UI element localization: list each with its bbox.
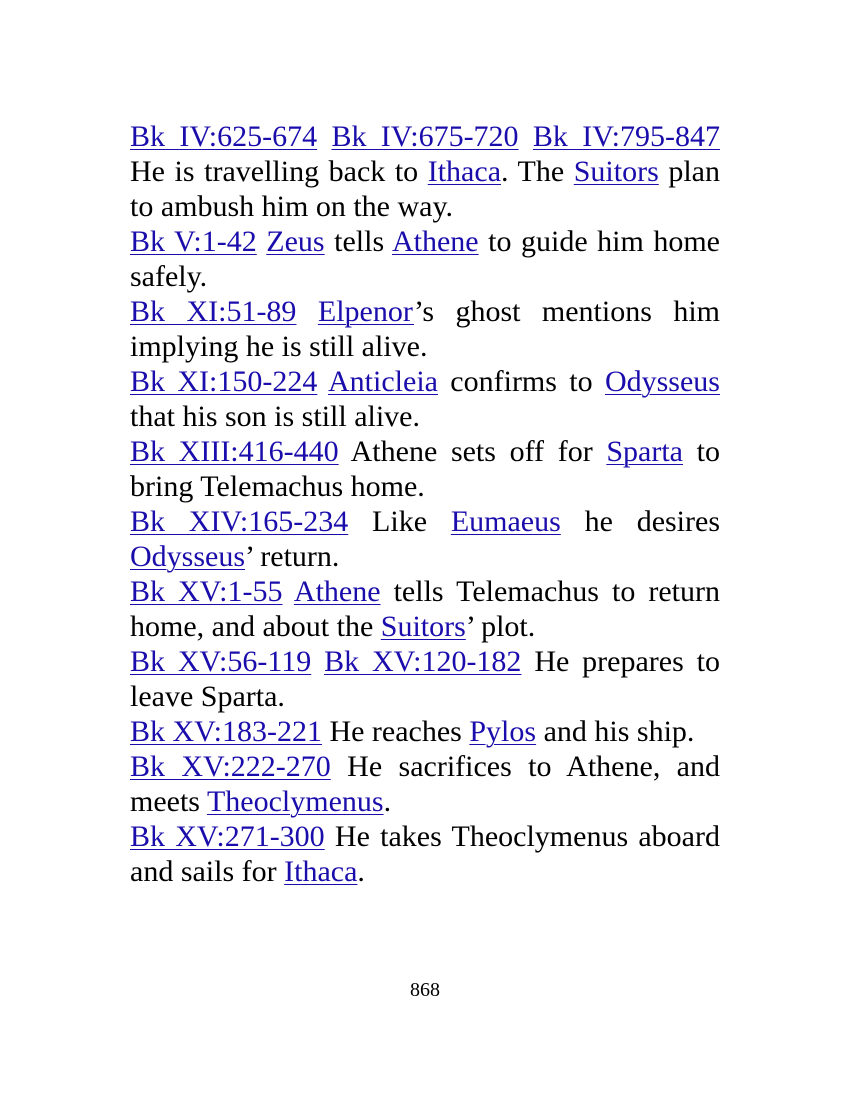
entry-text: . [357, 855, 365, 888]
entry-text: . The [501, 155, 574, 188]
entry-paragraph [130, 224, 720, 294]
entry-paragraph [130, 819, 720, 889]
entry-text [317, 365, 328, 398]
entry-text: and his ship. [536, 715, 695, 748]
entry-paragraph [130, 504, 720, 574]
entry-text: plan to ambush him on the way. [130, 155, 720, 223]
link-pylos[interactable]: Pylos [469, 715, 537, 748]
entry-text: confirms to [437, 365, 605, 398]
link-suitors[interactable]: Suitors [380, 610, 466, 643]
entry-paragraph [130, 364, 720, 434]
entry-paragraph [130, 644, 720, 714]
link-athene[interactable]: Athene [391, 225, 479, 258]
link-theoclymenus[interactable]: Theoclymenus [206, 785, 384, 818]
entry-text: to bring Telemachus home. [130, 435, 720, 503]
link-sparta[interactable]: Sparta [606, 435, 683, 468]
entry-text [283, 575, 294, 608]
link-bk-xv-120-182[interactable]: Bk XV:120-182 [324, 645, 522, 678]
link-bk-xv-271-300[interactable]: Bk XV:271-300 [130, 820, 325, 853]
link-odysseus[interactable]: Odysseus [604, 365, 720, 398]
document-body [130, 119, 720, 889]
link-bk-xv-56-119[interactable]: Bk XV:56-119 [130, 645, 312, 678]
entry-text: Athene sets off for [338, 435, 607, 468]
entry-text: He is travelling back to [130, 155, 428, 188]
entry-text: tells Telemachus to return home, and about the [130, 575, 720, 643]
entry-text [317, 120, 331, 153]
link-bk-xi-51-89[interactable]: Bk XI:51-89 [130, 295, 297, 328]
entry-paragraph [130, 119, 720, 224]
link-suitors[interactable]: Suitors [573, 155, 659, 188]
link-bk-xi-150-224[interactable]: Bk XI:150-224 [130, 365, 318, 398]
link-bk-iv-675-720[interactable]: Bk IV:675-720 [331, 120, 519, 153]
link-ithaca[interactable]: Ithaca [284, 855, 358, 888]
entry-text: ’ plot. [465, 610, 536, 643]
link-ithaca[interactable]: Ithaca [427, 155, 502, 188]
link-bk-iv-795-847[interactable]: Bk IV:795-847 [532, 120, 721, 153]
entry-text [311, 645, 324, 678]
entry-text: to guide him home safely. [130, 225, 721, 293]
entry-text: tells [324, 225, 392, 258]
entry-paragraph [130, 434, 720, 504]
entry-paragraph [130, 574, 720, 644]
link-bk-xv-222-270[interactable]: Bk XV:222-270 [130, 750, 331, 783]
link-eumaeus[interactable]: Eumaeus [450, 505, 561, 538]
link-bk-v-1-42[interactable]: Bk V:1-42 [130, 225, 257, 258]
link-bk-xiii-416-440[interactable]: Bk XIII:416-440 [130, 435, 339, 468]
entry-paragraph [130, 294, 720, 364]
entry-text [519, 120, 533, 153]
entry-text [257, 225, 267, 258]
entry-paragraph [130, 749, 720, 819]
entry-text: He takes Theoclymenus aboard and sails for [130, 820, 720, 888]
link-bk-xv-183-221[interactable]: Bk XV:183-221 [130, 715, 322, 748]
entry-text: ’ return. [245, 540, 340, 573]
page-number: 868 [410, 979, 440, 1001]
link-bk-iv-625-674[interactable]: Bk IV:625-674 [130, 120, 318, 153]
entry-text: . [383, 785, 392, 818]
entry-paragraph [130, 714, 720, 749]
link-athene[interactable]: Athene [293, 575, 381, 608]
entry-text: He sacrifices to Athene, and meets [130, 750, 720, 818]
link-bk-xiv-165-234[interactable]: Bk XIV:165-234 [130, 505, 349, 538]
link-odysseus[interactable]: Odysseus [130, 540, 246, 573]
link-bk-xv-1-55[interactable]: Bk XV:1-55 [130, 575, 283, 608]
entry-text: He reaches [321, 715, 470, 748]
entry-text: He prepares to leave Sparta. [130, 645, 721, 713]
link-anticleia[interactable]: Anticleia [328, 365, 438, 398]
link-elpenor[interactable]: Elpenor [317, 295, 414, 328]
link-zeus[interactable]: Zeus [266, 225, 325, 258]
entry-text: he desires [560, 505, 720, 538]
entry-text [296, 295, 317, 328]
entry-text: ’s ghost mentions him implying he is still alive. [130, 295, 721, 363]
entry-text: that his son is still alive. [130, 400, 420, 433]
entry-text: Like [348, 505, 451, 538]
